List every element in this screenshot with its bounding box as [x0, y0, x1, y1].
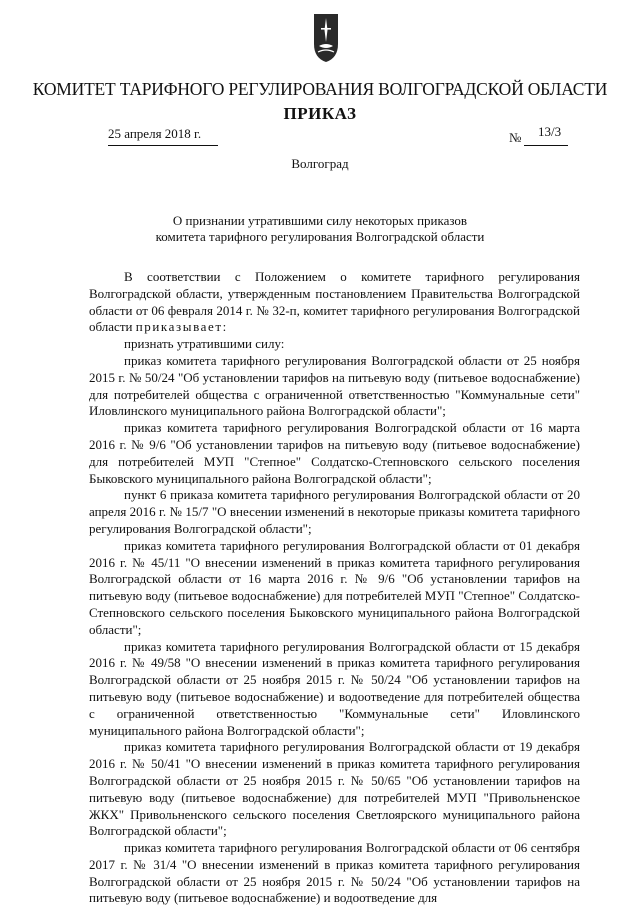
order-item: приказ комитета тарифного регулирования Волгоградской области от 16 марта 2016 г. № 9/6 "Об установлении тарифов на питьевую воду (питьевое водоснабжение) для потребителей МУП "Степное" Солдатско-Степновского сельского поселения Быковского муниципального района Волгоградской области";	[89, 420, 580, 486]
order-item: приказ комитета тарифного регулирования Волгоградской области от 15 декабря 2016 г. № 49/58 "О внесении изменений в приказ комитета тарифного регулирования Волгоградской области от 25 ноября 2015 г. № 50/24 "Об установлении тарифов на питьевую воду (питьевое водоснабжение) и водоотведение для потребителей общества с ограниченной ответственностью "Коммунальные сети" Иловлинского муниципального района Волгоградской области";	[89, 638, 580, 738]
number-sign: №	[509, 130, 522, 145]
city: Волгоград	[291, 156, 349, 171]
document-subject	[0, 213, 640, 245]
subject-line-1: О признании утратившими силу некоторых приказов	[172, 213, 468, 228]
document-body	[89, 269, 580, 907]
subject-line-2: комитета тарифного регулирования Волгоградской области	[155, 229, 485, 244]
preamble-orders: приказывает:	[135, 319, 228, 335]
date-underline	[108, 145, 218, 146]
preamble-text: В соответствии с Положением о комитете тарифного регулирования Волгоградской области, утвержденным постановлением Правительства Волгоградской области от 06 февраля 2014 г. № 32-п, комитет тарифного регулирования Волгоградской области	[89, 269, 580, 335]
number-underline	[524, 145, 568, 146]
document-type: ПРИКАЗ	[283, 104, 357, 123]
order-item: приказ комитета тарифного регулирования Волгоградской области от 06 сентября 2017 г. № 31/4 "О внесении изменений в приказ комитета тарифного регулирования Волгоградской области от 25 ноября 2015 г. № 50/24 "Об установлении тарифов на питьевую воду (питьевое водоснабжение) и водоотведение для	[89, 840, 580, 906]
committee-title: КОМИТЕТ ТАРИФНОГО РЕГУЛИРОВАНИЯ ВОЛГОГРАДСКОЙ ОБЛАСТИ	[32, 79, 608, 99]
order-item: приказ комитета тарифного регулирования Волгоградской области от 01 декабря 2016 г. № 45/11 "О внесении изменений в приказ комитета тарифного регулирования Волгоградской области от 16 марта 2016 г. № 9/6 "Об установлении тарифов на питьевую воду (питьевое водоснабжение) для потребителей МУП "Степное" Солдатско-Степновского сельского поселения Быковского муниципального района Волгоградской области";	[89, 537, 580, 637]
document-date: 25 апреля 2018 г.	[108, 126, 202, 141]
order-item: пункт 6 приказа комитета тарифного регулирования Волгоградской области от 20 апреля 2016 г. № 15/7 "О внесении изменений в некоторые приказы комитета тарифного регулирования Волгоградской области";	[89, 487, 580, 536]
coat-of-arms-icon	[312, 12, 340, 64]
preamble-paragraph	[89, 269, 580, 336]
document-number: 13/3	[538, 124, 562, 139]
recognize-paragraph: признать утратившими силу:	[124, 336, 285, 352]
order-item: приказ комитета тарифного регулирования Волгоградской области от 25 ноября 2015 г. № 50/24 "Об установлении тарифов на питьевую воду (питьевое водоснабжение) для потребителей общества с ограниченной ответственностью "Коммунальные сети" Иловлинского муниципального района Волгоградской области";	[89, 352, 580, 419]
order-item: приказ комитета тарифного регулирования Волгоградской области от 19 декабря 2016 г. № 50/41 "О внесении изменений в приказ комитета тарифного регулирования Волгоградской области от 25 ноября 2015 г. № 50/65 "Об установлении тарифов на питьевую воду (питьевое водоснабжение) для потребителей МУП "Привольненское ЖКХ" Привольненского сельского поселения Светлоярского муниципального района Волгоградской области";	[89, 739, 580, 839]
